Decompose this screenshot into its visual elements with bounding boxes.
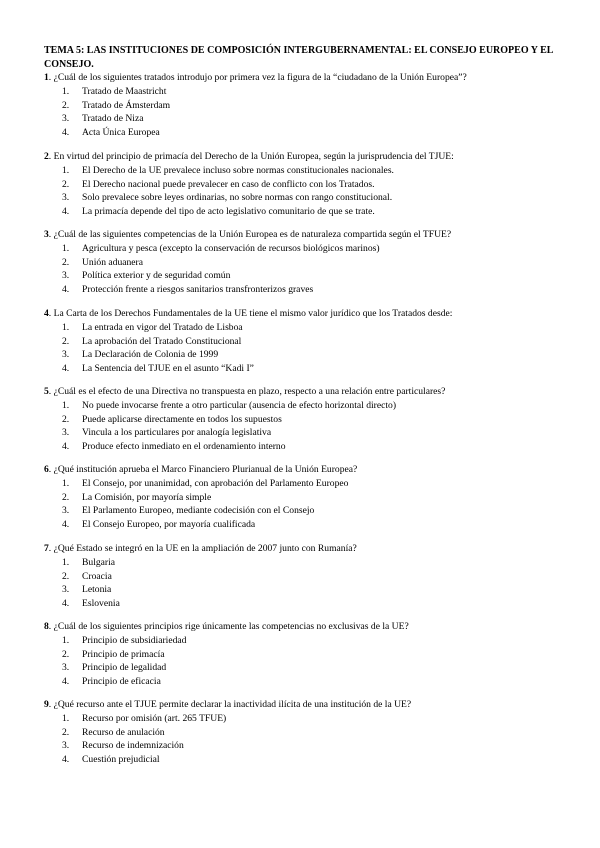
- question-7: [44, 542, 564, 610]
- answer-option: 2. La aprobación del Tratado Constitucional: [62, 335, 242, 347]
- answer-option: 1. El Consejo, por unanimidad, con aprobación del Parlamento Europeo: [62, 478, 349, 489]
- answer-option: 2. Tratado de Ámsterdam: [62, 99, 171, 111]
- answer-option: 3. La Declaración de Colonia de 1999: [62, 349, 219, 360]
- answer-option: 1. El Derecho de la UE prevalece incluso sobre normas constitucionales nacionales.: [62, 165, 394, 176]
- question-text: . ¿Cuál de las siguientes competencias de la Unión Europea es de naturaleza compartida según el TFUE?: [48, 229, 452, 240]
- question-8: [44, 620, 564, 688]
- question-3: [44, 228, 564, 296]
- question-4: [44, 307, 564, 375]
- question-number: 8: [44, 621, 49, 632]
- answer-option: 2. Croacia: [62, 570, 112, 582]
- answer-option: 4. Cuestión prejudicial: [62, 753, 160, 765]
- answer-option: 3. Principio de legalidad: [62, 662, 167, 673]
- answer-option: 4. Acta Única Europea: [62, 126, 160, 138]
- answer-option: 2. La Comisión, por mayoría simple: [62, 491, 212, 503]
- answer-list: [44, 556, 564, 610]
- question-9: [44, 698, 564, 766]
- answer-option: 3. El Parlamento Europeo, mediante codecisión con el Consejo: [62, 505, 315, 516]
- answer-option: 3. Vincula a los particulares por analogía legislativa: [62, 427, 272, 438]
- answer-option: 1. Bulgaria: [62, 557, 116, 568]
- question-number: 3: [44, 229, 49, 240]
- answer-option: 4. Eslovenia: [62, 597, 120, 609]
- answer-option: 3. Política exterior y de seguridad común: [62, 270, 231, 281]
- answer-option: 1. No puede invocarse frente a otro particular (ausencia de efecto horizontal directo): [62, 400, 397, 411]
- question-6: [44, 463, 564, 531]
- answer-option: 4. Protección frente a riesgos sanitarios transfronterizos graves: [62, 283, 314, 295]
- answer-option: 1. Tratado de Maastricht: [62, 86, 167, 97]
- answer-list: [44, 321, 564, 375]
- question-text: . ¿Cuál de los siguientes tratados introdujo por primera vez la figura de la “ciudadano de la Unión Europea”?: [48, 72, 467, 83]
- question-text: . ¿Qué institución aprueba el Marco Financiero Plurianual de la Unión Europea?: [48, 464, 358, 475]
- question-number: 1: [44, 72, 49, 83]
- answer-option: 4. Produce efecto inmediato en el ordenamiento interno: [62, 440, 286, 452]
- answer-list: [44, 634, 564, 688]
- answer-list: [44, 712, 564, 766]
- question-text: . ¿Cuál de los siguientes principios rige únicamente las competencias no exclusivas de la UE?: [48, 621, 409, 632]
- answer-option: 3. Recurso de indemnización: [62, 740, 184, 751]
- answer-option: 1. Recurso por omisión (art. 265 TFUE): [62, 713, 227, 724]
- answer-option: 1. Principio de subsidiariedad: [62, 635, 187, 646]
- question-5: [44, 385, 564, 453]
- question-text: . ¿Qué Estado se integró en la UE en la ampliación de 2007 junto con Rumanía?: [48, 543, 357, 554]
- answer-list: [44, 399, 564, 453]
- answer-list: [44, 164, 564, 218]
- answer-option: 1. Agricultura y pesca (excepto la conservación de recursos biológicos marinos): [62, 243, 380, 254]
- question-2: [44, 150, 564, 218]
- answer-option: 3. Tratado de Niza: [62, 113, 144, 124]
- answer-option: 2. El Derecho nacional puede prevalecer en caso de conflicto con los Tratados.: [62, 178, 375, 190]
- question-text: . En virtud del principio de primacía del Derecho de la Unión Europea, según la jurisprudencia del TJUE:: [48, 151, 454, 162]
- question-number: 2: [44, 151, 49, 162]
- question-number: 6: [44, 464, 49, 475]
- answer-option: 4. El Consejo Europeo, por mayoría cualificada: [62, 518, 256, 530]
- question-text: . ¿Qué recurso ante el TJUE permite declarar la inactividad ilícita de una institución de la UE?: [48, 699, 412, 710]
- answer-option: 2. Principio de primacía: [62, 648, 165, 660]
- question-text: . ¿Cuál es el efecto de una Directiva no transpuesta en plazo, respecto a una relación entre particulares?: [48, 386, 446, 397]
- answer-option: 4. La primacía depende del tipo de acto legislativo comunitario de que se trate.: [62, 205, 375, 217]
- answer-list: [44, 85, 564, 139]
- answer-option: 2. Unión aduanera: [62, 256, 144, 268]
- document-title: TEMA 5: LAS INSTITUCIONES DE COMPOSICIÓN INTERGUBERNAMENTAL: EL CONSEJO EUROPEO Y EL CONSEJO.: [44, 45, 553, 70]
- answer-option: 4. Principio de eficacia: [62, 675, 161, 687]
- question-1: [44, 71, 564, 139]
- question-number: 9: [44, 699, 49, 710]
- question-text: . La Carta de los Derechos Fundamentales de la UE tiene el mismo valor jurídico que los Tratados desde:: [48, 308, 453, 319]
- answer-list: [44, 477, 564, 531]
- answer-list: [44, 242, 564, 296]
- answer-option: 2. Puede aplicarse directamente en todos los supuestos: [62, 413, 282, 425]
- answer-option: 3. Letonia: [62, 584, 112, 595]
- question-number: 4: [44, 308, 49, 319]
- answer-option: 4. La Sentencia del TJUE en el asunto “Kadi I”: [62, 362, 254, 374]
- answer-option: 1. La entrada en vigor del Tratado de Lisboa: [62, 322, 243, 333]
- answer-option: 3. Solo prevalece sobre leyes ordinarias, no sobre normas con rango constitucional.: [62, 192, 393, 203]
- answer-option: 2. Recurso de anulación: [62, 726, 165, 738]
- question-number: 5: [44, 386, 49, 397]
- question-number: 7: [44, 543, 49, 554]
